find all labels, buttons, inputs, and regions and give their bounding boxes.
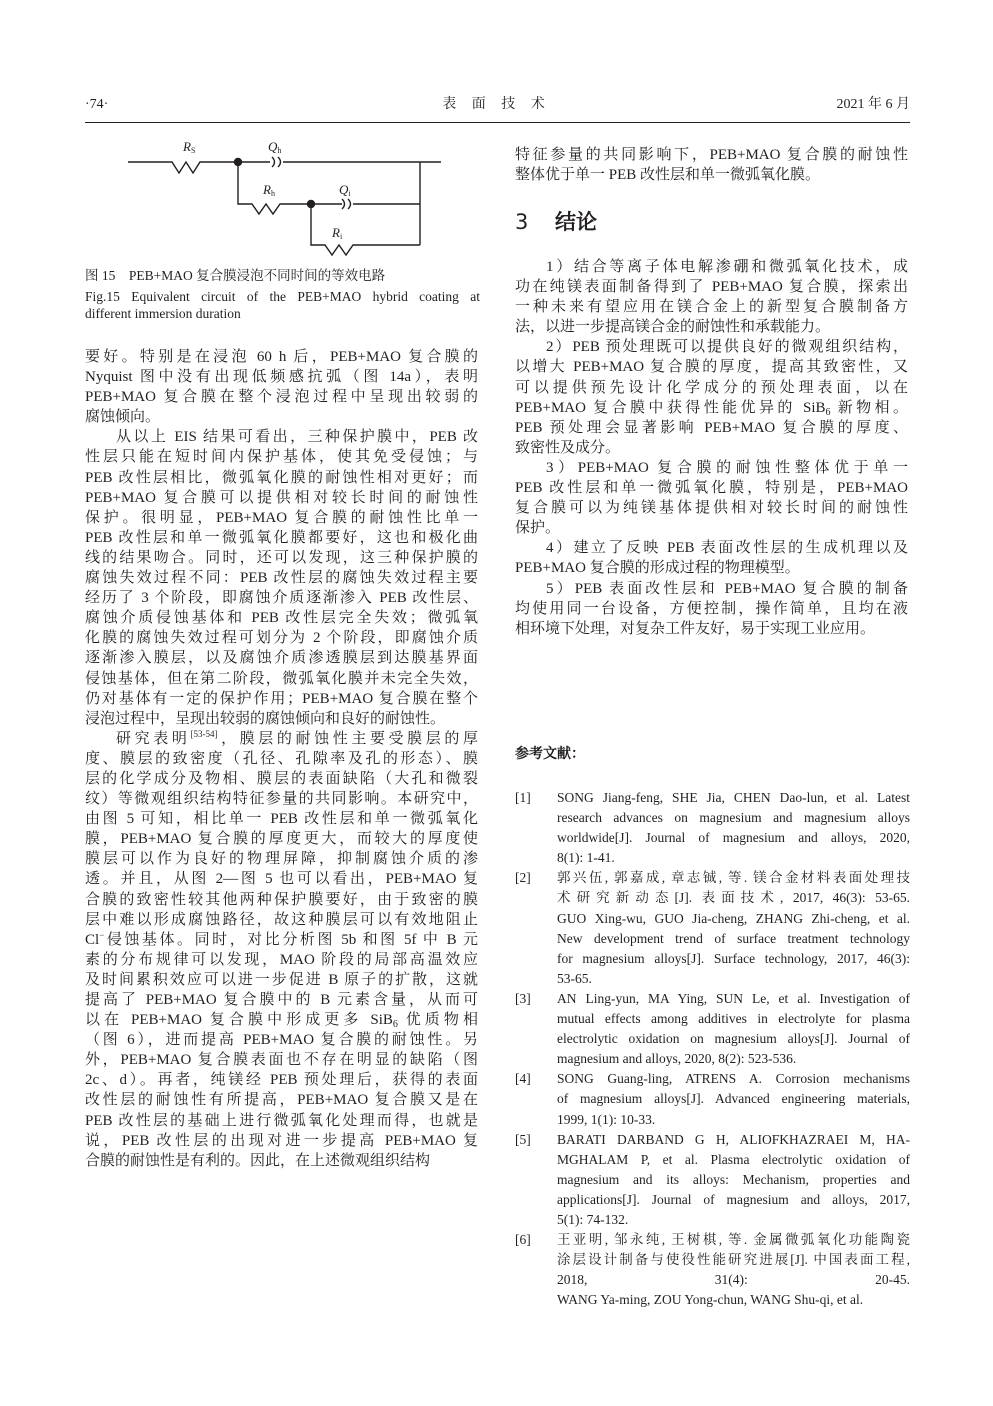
text-line: PEB 改性层和单一微弧氧化膜，特别是，PEB+MAO — [515, 480, 908, 497]
text-line: PEB+MAO 复合膜中获得性能优异的 SiB$_6$ 新物相。 — [515, 399, 908, 418]
text-line: PEB 预处理会显著影响 PEB+MAO 复合膜的厚度、 — [515, 419, 908, 436]
text-line: 保护。很明显，PEB+MAO 复合膜的耐蚀性比单一 — [85, 509, 478, 526]
reference-line: mutual effects among additives in electrolyte for plasma — [557, 1011, 910, 1027]
text-line: 以增大 PEB+MAO 复合膜的厚度，提高其致密性，又 — [515, 359, 908, 376]
paragraph — [85, 427, 478, 728]
subscript: 6 — [825, 406, 831, 418]
text-line: 侵蚀基体，但在第二阶段，微弧氧化膜并未完全失效， — [85, 670, 478, 687]
text-line: 度、膜层的致密度（孔径、孔隙率及孔的形态）、膜 — [85, 750, 478, 767]
text-line: 腐蚀倾向。 — [85, 409, 161, 426]
text-line: Nyquist 图中没有出现低频感抗弧（图 14a），表明 — [85, 369, 478, 386]
reference-number: [3] — [515, 990, 531, 1006]
right-column-intro — [515, 145, 908, 185]
text-line: 3）PEB+MAO 复合膜的耐蚀性整体优于单一 — [546, 459, 908, 476]
text-line: 由图 5 可知，相比单一 PEB 改性层和单一微弧氧化 — [85, 811, 478, 828]
capacitor-qi — [342, 199, 351, 209]
reference-line: AN Ling-yun, MA Ying, SUN Le, et al. Investigation of — [557, 990, 910, 1006]
reference-item — [515, 1069, 910, 1129]
figure-caption-cn: 图 15 PEB+MAO 复合膜浸泡不同时间的等效电路 — [85, 268, 386, 283]
paragraph — [515, 538, 908, 578]
label-ri: Ri — [332, 225, 343, 241]
text-line: 及时间累积效应可以进一步促进 B 原子的扩散，这就 — [85, 971, 478, 988]
figure-caption-en — [85, 288, 480, 322]
label-rh: Rh — [263, 182, 275, 198]
text-line: 化膜的腐蚀失效过程可划分为 2 个阶段，即腐蚀介质 — [85, 630, 478, 647]
reference-number: [5] — [515, 1131, 531, 1147]
text-line: PEB+MAO 复合膜的形成过程的物理模型。 — [515, 560, 800, 577]
text-line: 要好。特别是在浸泡 60 h 后，PEB+MAO 复合膜的 — [85, 349, 478, 365]
section-number: 3 — [515, 210, 529, 234]
reference-line: BARATI DARBAND G H, ALIOFKHAZRAEI M, HA- — [557, 1131, 910, 1147]
wire-ri — [311, 204, 420, 255]
text-line: 研究表明[53-54]，膜层的耐蚀性主要受膜层的厚 — [116, 728, 478, 747]
text-line: 合膜的耐蚀性是有利的。因此，在上述微观组织结构 — [85, 1152, 431, 1169]
text-line: 素的分布规律可以发现，MAO 阶段的局部高温效应 — [85, 951, 478, 968]
text-line: 1）结合等离子体电解渗硼和微弧氧化技术，成 — [546, 259, 908, 275]
text-line: 纹）等微观组织结构特征参量的共同影响。本研究中， — [85, 791, 478, 808]
reference-line: 2018, 31(4): 20-45. — [557, 1272, 910, 1288]
paragraph — [515, 337, 908, 458]
left-column-body — [85, 347, 478, 1171]
reference-line: SONG Guang-ling, ATRENS A. Corrosion mechanisms — [557, 1071, 910, 1087]
reference-number: [2] — [515, 870, 531, 886]
text-line: 层中难以形成腐蚀路径，故这种膜层可以有效地阻止 — [85, 911, 478, 928]
reference-line: magnesium and its alloys: Mechanism, properties and — [557, 1171, 910, 1187]
text-line: 膜层可以作为良好的物理屏障，抑制腐蚀介质的渗 — [85, 851, 478, 868]
journal-title: 表 面 技 术 — [442, 97, 551, 112]
reference-line: for magnesium alloys[J]. Surface technology, 2017, 46(3): — [557, 950, 910, 966]
text-line: PEB 改性层的基础上进行微弧氧化处理而得，也就是 — [85, 1112, 478, 1129]
reference-line: WANG Ya-ming, ZOU Yong-chun, WANG Shu-qi, et al. — [557, 1292, 864, 1308]
superscript: [53-54] — [190, 728, 218, 739]
paragraph — [515, 145, 908, 185]
label-qi: Qi — [339, 182, 351, 198]
wire-rh — [238, 162, 342, 214]
reference-line: 53-65. — [557, 970, 592, 986]
text-line: 特征参量的共同影响下，PEB+MAO 复合膜的耐蚀性 — [515, 147, 908, 163]
header-rule — [85, 122, 910, 123]
reference-line: applications[J]. Journal of magnesium and alloys, 2017, — [557, 1191, 910, 1207]
text-line: PEB 改性层和单一微弧氧化膜都要好，这也和极化曲 — [85, 529, 478, 546]
text-line: PEB 改性层相比，微弧氧化膜的耐蚀性相对更好；而 — [85, 469, 478, 486]
text-line: 从以上 EIS 结果可看出，三种保护膜中，PEB 改 — [116, 429, 478, 446]
conclusions-list — [515, 257, 908, 639]
reference-line: electrolytic oxidation on magnesium alloys[J]. Journal of — [557, 1031, 910, 1047]
text-line: 外，PEB+MAO 复合膜表面也不存在明显的缺陷（图 — [85, 1052, 478, 1069]
text-line: 改性层的耐蚀性有所提高，PEB+MAO 复合膜又是在 — [85, 1092, 478, 1109]
reference-line: MGHALAM P, et al. Plasma electrolytic oxidation of — [557, 1151, 910, 1167]
reference-line: research advances on magnesium and magnesium alloys — [557, 810, 910, 826]
reference-line: SONG Jiang-feng, SHE Jia, CHEN Dao-lun, et al. Latest — [557, 790, 910, 805]
text-line: 4）建立了反映 PEB 表面改性层的生成机理以及 — [546, 540, 908, 557]
text-line: 5）PEB 表面改性层和 PEB+MAO 复合膜的制备 — [546, 580, 908, 597]
section-title: 结论 — [555, 210, 597, 234]
text-line: 膜，PEB+MAO 复合膜的厚度更大，而较大的厚度使 — [85, 831, 478, 848]
issue-date: 2021 年 6 月 — [836, 97, 910, 112]
text-line: 法，以进一步提高镁合金的耐蚀性和承载能力。 — [515, 319, 831, 336]
text-line: 一种未来有望应用在镁合金上的新型复合膜制备方 — [515, 299, 908, 316]
reference-number: [1] — [515, 790, 531, 805]
text-line: Cl−侵蚀基体。同时，对比分析图 5b 和图 5f 中 B 元 — [85, 929, 478, 948]
superscript: − — [99, 929, 105, 940]
text-line: 2）PEB 预处理既可以提供良好的微观组织结构， — [546, 339, 908, 356]
text-line: 保护。 — [515, 520, 561, 537]
reference-line: 5(1): 74-132. — [557, 1211, 629, 1227]
reference-line: 1999, 1(1): 10-33. — [557, 1111, 656, 1127]
paragraph — [515, 458, 908, 538]
text-line: 均使用同一台设备，方便控制，操作简单，且均在液 — [515, 600, 908, 617]
reference-line: GUO Xing-wu, GUO Jia-cheng, ZHANG Zhi-cheng, et al. — [557, 910, 910, 926]
reference-line: New development trend of surface treatment technology — [557, 930, 910, 946]
text-line: 合膜的致密性较其他两种保护膜要好，由于致密的膜 — [85, 891, 478, 908]
text-line: 线的结果吻合。同时，还可以发现，这三种保护膜的 — [85, 549, 478, 566]
reference-line: worldwide[J]. Journal of magnesium and alloys, 2020, — [557, 830, 910, 846]
text-line: 浸泡过程中，呈现出较弱的腐蚀倾向和良好的耐蚀性。 — [85, 710, 446, 727]
reference-line: 术研究新动态[J]. 表面技术, 2017, 46(3): 53-65. — [557, 890, 910, 906]
text-line: 透。并且，从图 2—图 5 也可以看出，PEB+MAO 复 — [85, 871, 478, 888]
reference-line: 郭兴伍, 郭嘉成, 章志铖, 等. 镁合金材料表面处理技 — [557, 870, 910, 886]
text-line: 逐渐渗入膜层，以及腐蚀介质渗透膜层到达膜基界面 — [85, 650, 478, 667]
text-line: 以在 PEB+MAO 复合膜中形成更多 SiB$_6$ 优质物相 — [85, 1012, 478, 1031]
text-line: 层的化学成分及物相、膜层的表面缺陷（大孔和微裂 — [85, 770, 478, 787]
reference-line: 8(1): 1-41. — [557, 850, 615, 866]
reference-line: 王亚明, 邹永纯, 王树棋, 等. 金属微弧氧化功能陶瓷 — [557, 1232, 910, 1248]
text-line: 2c、d）。再者，纯镁经 PEB 预处理后，获得的表面 — [85, 1072, 478, 1089]
reference-item — [515, 1230, 910, 1310]
section-heading — [515, 208, 597, 236]
caption-en-line: different immersion duration — [85, 306, 241, 321]
text-line: 可以提供预先设计化学成分的预处理表面，以在 — [515, 379, 908, 396]
node-1 — [235, 159, 242, 166]
node-2 — [308, 201, 315, 208]
text-line: 致密性及成分。 — [515, 439, 621, 456]
paragraph — [85, 729, 478, 1171]
text-line: 说，PEB 改性层的出现对进一步提高 PEB+MAO 复 — [85, 1132, 478, 1149]
label-rs: RS — [183, 139, 196, 155]
text-line: 腐蚀介质侵蚀基体和 PEB 改性层完全失效；微弧氧 — [85, 610, 478, 627]
text-line: 功在纯镁表面制备得到了 PEB+MAO 复合膜，探索出 — [515, 279, 908, 296]
reference-item — [515, 989, 910, 1069]
text-line: 提高了 PEB+MAO 复合膜中的 B 元素含量，从而可 — [85, 992, 478, 1008]
references-list — [515, 788, 910, 1310]
paragraph — [515, 257, 908, 337]
reference-number: [4] — [515, 1071, 531, 1087]
caption-en-line: Fig.15 Equivalent circuit of the PEB+MAO hybrid coating at — [85, 289, 480, 304]
reference-number: [6] — [515, 1232, 531, 1248]
text-line: 仍对基体有一定的保护作用；PEB+MAO 复合膜在整个 — [85, 690, 478, 707]
reference-line: 涂层设计制备与使役性能研究进展[J]. 中国表面工程, — [557, 1252, 910, 1268]
text-line: 经历了 3 个阶段，即腐蚀介质逐渐渗入 PEB 改性层、 — [85, 590, 478, 607]
subscript: 6 — [392, 1019, 398, 1031]
text-line: （图 6），进而提高 PEB+MAO 复合膜的耐蚀性。另 — [85, 1032, 478, 1049]
text-line: 复合膜可以为纯镁基体提供相对较长时间的耐蚀性 — [515, 500, 908, 517]
reference-item — [515, 788, 910, 868]
equivalent-circuit-diagram — [85, 130, 478, 260]
wire-main — [128, 162, 270, 173]
reference-item — [515, 1130, 910, 1230]
text-line: PEB+MAO 复合膜可以提供相对较长时间的耐蚀性 — [85, 489, 478, 506]
reference-line: of magnesium alloys[J]. Advanced engineering materials, — [557, 1091, 910, 1107]
references-title: 参考文献： — [515, 746, 585, 762]
reference-line: magnesium and alloys, 2020, 8(2): 523-536. — [557, 1051, 797, 1067]
page-number: ·74· — [85, 97, 109, 112]
capacitor-qh — [272, 157, 281, 167]
text-line: 整体优于单一 PEB 改性层和单一微弧氧化膜。 — [515, 167, 821, 184]
label-qh: Qh — [268, 139, 282, 155]
text-line: 相环境下处理，对复杂工件友好，易于实现工业应用。 — [515, 620, 876, 637]
paragraph — [85, 347, 478, 427]
text-line: 性层只能在短时间内保护基体，使其免受侵蚀；与 — [85, 449, 478, 466]
text-line: 腐蚀失效过程不同：PEB 改性层的腐蚀失效过程主要 — [85, 570, 478, 587]
reference-item — [515, 868, 910, 989]
text-line: PEB+MAO 复合膜在整个浸泡过程中呈现出较弱的 — [85, 389, 478, 406]
paragraph — [515, 579, 908, 639]
